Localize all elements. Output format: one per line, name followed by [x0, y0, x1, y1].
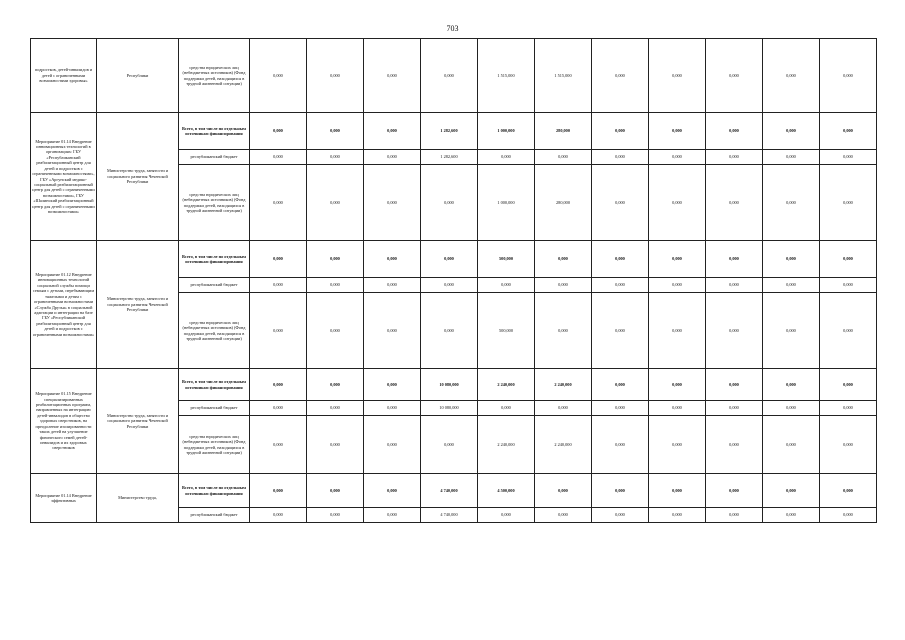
value-cell: 0,000: [763, 474, 820, 508]
value-cell: 0,000: [820, 293, 877, 369]
value-cell: 280,000: [535, 165, 592, 241]
value-cell: 0,000: [364, 401, 421, 416]
value-cell: 0,000: [706, 474, 763, 508]
value-cell: 0,000: [250, 508, 307, 523]
value-cell: 1 000,000: [478, 113, 535, 150]
value-cell: 500,000: [478, 241, 535, 278]
value-cell: 0,000: [364, 150, 421, 165]
value-cell: 0,000: [820, 416, 877, 474]
value-cell: 10 080,000: [421, 401, 478, 416]
value-cell: 0,000: [535, 293, 592, 369]
value-cell: 0,000: [364, 165, 421, 241]
value-cell: 0,000: [250, 150, 307, 165]
value-cell: 0,000: [649, 474, 706, 508]
funding-source-cell: средства юридических лиц (небюджетных источников) (Фонд поддержки детей, находящихся в трудной жизненной ситуации): [179, 165, 250, 241]
funding-source-cell: Всего, в том числе по отдельным источникам финансирования: [179, 474, 250, 508]
value-cell: 0,000: [763, 293, 820, 369]
value-cell: 0,000: [592, 150, 649, 165]
table-row: [31, 241, 877, 278]
funding-source-cell: республиканский бюджет: [179, 401, 250, 416]
value-cell: 1 000,000: [478, 165, 535, 241]
value-cell: 0,000: [649, 113, 706, 150]
value-cell: 0,000: [250, 293, 307, 369]
value-cell: 0,000: [592, 416, 649, 474]
value-cell: 0,000: [478, 278, 535, 293]
value-cell: 0,000: [592, 508, 649, 523]
value-cell: 0,000: [307, 508, 364, 523]
value-cell: 0,000: [706, 165, 763, 241]
organization-cell: Министерство труда, занятости и социального развития Чеченской Республики: [97, 241, 179, 369]
value-cell: 0,000: [307, 113, 364, 150]
value-cell: 4 740,000: [421, 474, 478, 508]
value-cell: 0,000: [706, 150, 763, 165]
value-cell: 0,000: [763, 401, 820, 416]
value-cell: 0,000: [820, 113, 877, 150]
value-cell: 0,000: [763, 416, 820, 474]
value-cell: 0,000: [250, 241, 307, 278]
value-cell: 0,000: [649, 293, 706, 369]
value-cell: 0,000: [820, 39, 877, 113]
value-cell: 0,000: [250, 39, 307, 113]
value-cell: 1 515,000: [478, 39, 535, 113]
value-cell: 0,000: [649, 241, 706, 278]
value-cell: 0,000: [421, 293, 478, 369]
value-cell: 0,000: [307, 474, 364, 508]
value-cell: 0,000: [820, 150, 877, 165]
value-cell: 0,000: [592, 293, 649, 369]
value-cell: 0,000: [649, 150, 706, 165]
value-cell: 0,000: [592, 113, 649, 150]
value-cell: 0,000: [535, 150, 592, 165]
funding-source-cell: Всего, в том числе по отдельным источникам финансирования: [179, 369, 250, 401]
value-cell: 0,000: [478, 150, 535, 165]
value-cell: 0,000: [250, 401, 307, 416]
value-cell: 0,000: [763, 508, 820, 523]
funding-source-cell: республиканский бюджет: [179, 150, 250, 165]
value-cell: 0,000: [250, 416, 307, 474]
value-cell: 0,000: [364, 278, 421, 293]
value-cell: 0,000: [592, 401, 649, 416]
value-cell: 0,000: [421, 165, 478, 241]
value-cell: 0,000: [250, 278, 307, 293]
value-cell: 2 240,000: [478, 416, 535, 474]
organization-cell: Республики: [97, 39, 179, 113]
value-cell: 0,000: [421, 278, 478, 293]
value-cell: 0,000: [421, 416, 478, 474]
value-cell: 1 515,000: [535, 39, 592, 113]
value-cell: 0,000: [364, 369, 421, 401]
value-cell: 0,000: [706, 241, 763, 278]
value-cell: 0,000: [820, 241, 877, 278]
value-cell: 0,000: [706, 293, 763, 369]
funding-source-cell: республиканский бюджет: [179, 508, 250, 523]
value-cell: 0,000: [364, 113, 421, 150]
budget-table: [30, 38, 877, 523]
table-row: [31, 113, 877, 150]
value-cell: 0,000: [250, 165, 307, 241]
value-cell: 0,000: [592, 278, 649, 293]
table-row: [31, 369, 877, 401]
value-cell: 0,000: [421, 241, 478, 278]
value-cell: 2 240,000: [535, 416, 592, 474]
funding-source-cell: средства юридических лиц (небюджетных источников) (Фонд поддержки детей, находящихся в трудной жизненной ситуации): [179, 39, 250, 113]
value-cell: 0,000: [535, 474, 592, 508]
value-cell: 0,000: [706, 113, 763, 150]
activity-cell: Мероприятие 01.14 Внедрение эффективных: [31, 474, 97, 523]
value-cell: 0,000: [820, 278, 877, 293]
value-cell: 0,000: [706, 369, 763, 401]
value-cell: 0,000: [307, 150, 364, 165]
value-cell: 0,000: [307, 278, 364, 293]
value-cell: 0,000: [307, 401, 364, 416]
value-cell: 0,000: [307, 165, 364, 241]
funding-source-cell: Всего, в том числе по отдельным источникам финансирования: [179, 241, 250, 278]
funding-source-cell: республиканский бюджет: [179, 278, 250, 293]
value-cell: 1 282,600: [421, 113, 478, 150]
value-cell: 0,000: [706, 416, 763, 474]
value-cell: 0,000: [706, 508, 763, 523]
activity-cell: Мероприятие 01.14 Внедрение инновационных технологий в организациях: ГБУ «Республиканский реабилитационный центр для детей и подростков с ограниченными возможностями», ГБУ «Аргунский медико-социальный реабилитационный центр для детей с ограниченными возможностями», ГБУ «Шалинский реабилитационный центр для детей с ограниченными возможностями»: [31, 113, 97, 241]
value-cell: 0,000: [307, 293, 364, 369]
value-cell: 0,000: [763, 165, 820, 241]
funding-source-cell: средства юридических лиц (небюджетных источников) (Фонд поддержки детей, находящихся в трудной жизненной ситуации): [179, 416, 250, 474]
value-cell: 0,000: [478, 401, 535, 416]
value-cell: 0,000: [364, 474, 421, 508]
value-cell: 2 240,000: [478, 369, 535, 401]
value-cell: 2 240,000: [535, 369, 592, 401]
value-cell: 10 080,000: [421, 369, 478, 401]
value-cell: 0,000: [535, 278, 592, 293]
organization-cell: Министерство труда,: [97, 474, 179, 523]
value-cell: 0,000: [649, 369, 706, 401]
value-cell: 280,000: [535, 113, 592, 150]
value-cell: 0,000: [364, 416, 421, 474]
value-cell: 0,000: [763, 241, 820, 278]
value-cell: 0,000: [307, 39, 364, 113]
value-cell: 0,000: [820, 401, 877, 416]
value-cell: 0,000: [706, 278, 763, 293]
value-cell: 0,000: [307, 369, 364, 401]
value-cell: 0,000: [763, 39, 820, 113]
value-cell: 0,000: [364, 293, 421, 369]
value-cell: 0,000: [592, 39, 649, 113]
value-cell: 0,000: [820, 508, 877, 523]
activity-cell: подростков, детей-инвалидов и детей с ограниченными возможностями здоровья»: [31, 39, 97, 113]
value-cell: 0,000: [307, 416, 364, 474]
value-cell: 0,000: [706, 39, 763, 113]
table-row: [31, 474, 877, 508]
value-cell: 0,000: [763, 150, 820, 165]
page-number: 703: [446, 24, 459, 33]
value-cell: 0,000: [649, 278, 706, 293]
value-cell: 0,000: [478, 508, 535, 523]
funding-source-cell: средства юридических лиц (небюджетных источников) (Фонд поддержки детей, находящихся в трудной жизненной ситуации): [179, 293, 250, 369]
value-cell: 0,000: [649, 165, 706, 241]
value-cell: 0,000: [592, 369, 649, 401]
funding-source-cell: Всего, в том числе по отдельным источникам финансирования: [179, 113, 250, 150]
table-row: [31, 39, 877, 113]
value-cell: 0,000: [535, 508, 592, 523]
value-cell: 0,000: [706, 401, 763, 416]
value-cell: 0,000: [820, 474, 877, 508]
value-cell: 0,000: [820, 165, 877, 241]
value-cell: 0,000: [592, 474, 649, 508]
organization-cell: Министерство труда, занятости и социального развития Чеченской Республики: [97, 113, 179, 241]
value-cell: 0,000: [649, 39, 706, 113]
value-cell: 0,000: [250, 369, 307, 401]
value-cell: 0,000: [250, 113, 307, 150]
value-cell: 0,000: [649, 508, 706, 523]
value-cell: 4 500,000: [478, 474, 535, 508]
value-cell: 0,000: [763, 113, 820, 150]
value-cell: 0,000: [364, 508, 421, 523]
value-cell: 0,000: [421, 39, 478, 113]
value-cell: 0,000: [763, 369, 820, 401]
value-cell: 0,000: [763, 278, 820, 293]
value-cell: 0,000: [820, 369, 877, 401]
value-cell: 0,000: [307, 241, 364, 278]
value-cell: 0,000: [364, 39, 421, 113]
value-cell: 1 282,600: [421, 150, 478, 165]
value-cell: 0,000: [535, 241, 592, 278]
value-cell: 0,000: [649, 401, 706, 416]
value-cell: 0,000: [250, 474, 307, 508]
value-cell: 0,000: [535, 401, 592, 416]
value-cell: 0,000: [649, 416, 706, 474]
activity-cell: Мероприятие 01.12 Внедрение инновационных технологий социальной службы помощи семьям с детьми, перебывающим тяжелыми и детям с ограниченными возможностями «Служба Друзья» в социальной адаптации и интеграции на базе ГБУ «Республиканский реабилитационный центр для детей и подростков с ограниченными возможностями»: [31, 241, 97, 369]
table-body: [31, 39, 877, 523]
activity-cell: Мероприятие 01.15 Внедрение специализированных реабилитационных программ, направленных на интеграцию детей-инвалидов в общество здоровых сверстников, на преодоление изолированности таких детей на улучшение физического семей детей-инвалидов и их здоровых сверстников: [31, 369, 97, 474]
value-cell: 0,000: [592, 241, 649, 278]
value-cell: 0,000: [592, 165, 649, 241]
value-cell: 4 740,000: [421, 508, 478, 523]
value-cell: 500,000: [478, 293, 535, 369]
value-cell: 0,000: [364, 241, 421, 278]
organization-cell: Министерство труда, занятости и социального развития Чеченской Республики: [97, 369, 179, 474]
